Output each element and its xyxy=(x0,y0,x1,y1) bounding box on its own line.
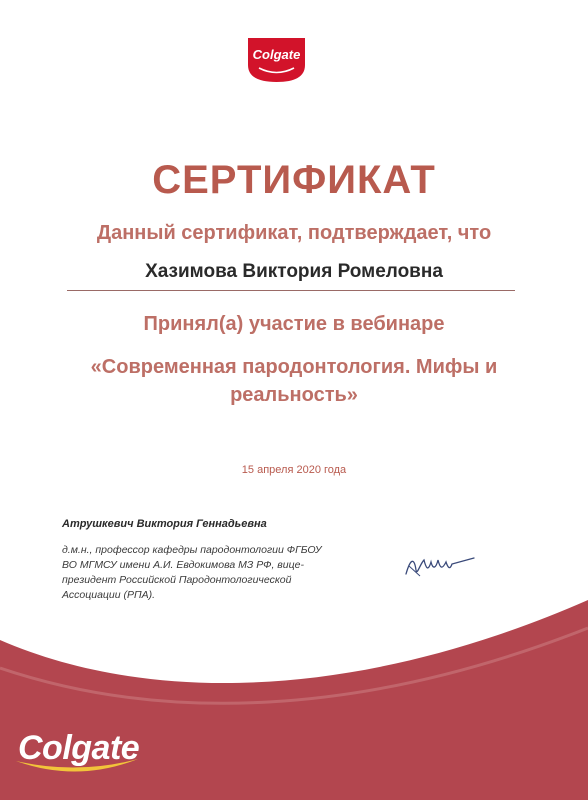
participation-text: Принял(а) участие в вебинаре xyxy=(143,313,445,335)
webinar-title: «Современная пародонтология. Мифы и реальность» xyxy=(90,356,498,406)
certificate-title: СЕРТИФИКАТ xyxy=(152,158,436,202)
colgate-swoosh-icon xyxy=(12,755,142,781)
recipient-name: Хазимова Виктория Ромеловна xyxy=(145,261,443,282)
colgate-logo-icon xyxy=(245,35,308,85)
signer-credentials: д.м.н., профессор кафедры пародонтологии ФГБОУ ВО МГМСУ имени А.И. Евдокимова МЗ РФ, вице-президент Российской Пародонтологической Ассоциации (РПА). xyxy=(62,544,322,601)
certificate-date: 15 апреля 2020 года xyxy=(241,464,347,476)
certificate-subtitle: Данный сертификат, подтверждает, что xyxy=(96,222,492,244)
top-logo-text: Colgate xyxy=(252,47,301,62)
colgate-wordmark-icon: Colgate xyxy=(18,729,140,767)
signer-name: Атрушкевич Виктория Геннадьевна xyxy=(62,518,267,530)
signature-icon xyxy=(400,546,480,586)
recipient-underline xyxy=(67,290,515,291)
